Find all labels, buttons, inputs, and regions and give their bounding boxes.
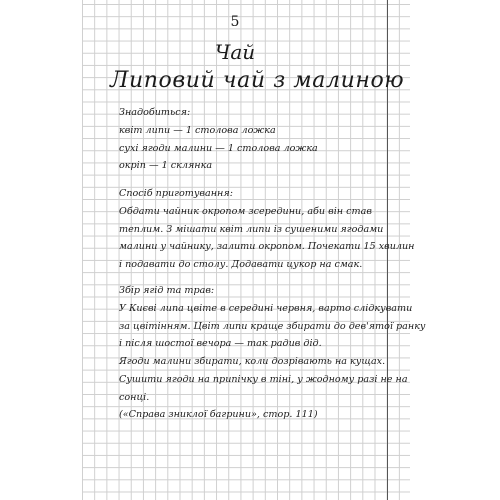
herbs-heading: Збір ягід та трав: xyxy=(119,285,215,296)
method-section xyxy=(119,185,414,274)
ingredients-heading: Знадобиться: xyxy=(119,107,191,118)
ingredient-line: окріп — 1 склянка xyxy=(119,160,213,172)
method-line: теплим. З мішати квіт липи із сушеними ягодами xyxy=(119,223,384,235)
citation-text: («Справа зниклої багрини», стор. 111) xyxy=(119,409,318,420)
method-line: Обдати чайник окропом зсередини, аби він став xyxy=(119,205,372,217)
herbs-line: Сушити ягоди на припічку в тіні, у жодному разі не на xyxy=(119,373,408,385)
herbs-line: Ягоди малини збирати, коли дозрівають на кущах. xyxy=(119,356,386,368)
herbs-line: сонці. xyxy=(119,391,150,403)
method-heading: Спосіб приготування: xyxy=(119,188,233,199)
recipe-title: Липовий чай з малиною xyxy=(110,68,405,93)
method-line: малини у чайнику, залити окропом. Почекати 15 хвилин xyxy=(119,241,415,253)
herbs-line: за цвітінням. Цвіт липи краще збирати до дев'ятої ранку xyxy=(119,320,426,332)
herbs-section xyxy=(119,282,426,407)
page-number: 5 xyxy=(230,14,240,30)
method-line: і подавати до столу. Додавати цукор на смак. xyxy=(119,259,363,271)
ingredients-section xyxy=(119,104,318,175)
herbs-line: У Києві липа цвіте в середині червня, варто слідкувати xyxy=(119,302,413,314)
ingredient-line: сухі ягоди малини — 1 столова ложка xyxy=(119,142,318,154)
herbs-line: і після шостої вечора — так радив дід. xyxy=(119,338,322,350)
chapter-title: Чай xyxy=(214,40,256,64)
ingredient-line: квіт липи — 1 столова ложка xyxy=(119,124,276,136)
citation xyxy=(119,406,318,424)
